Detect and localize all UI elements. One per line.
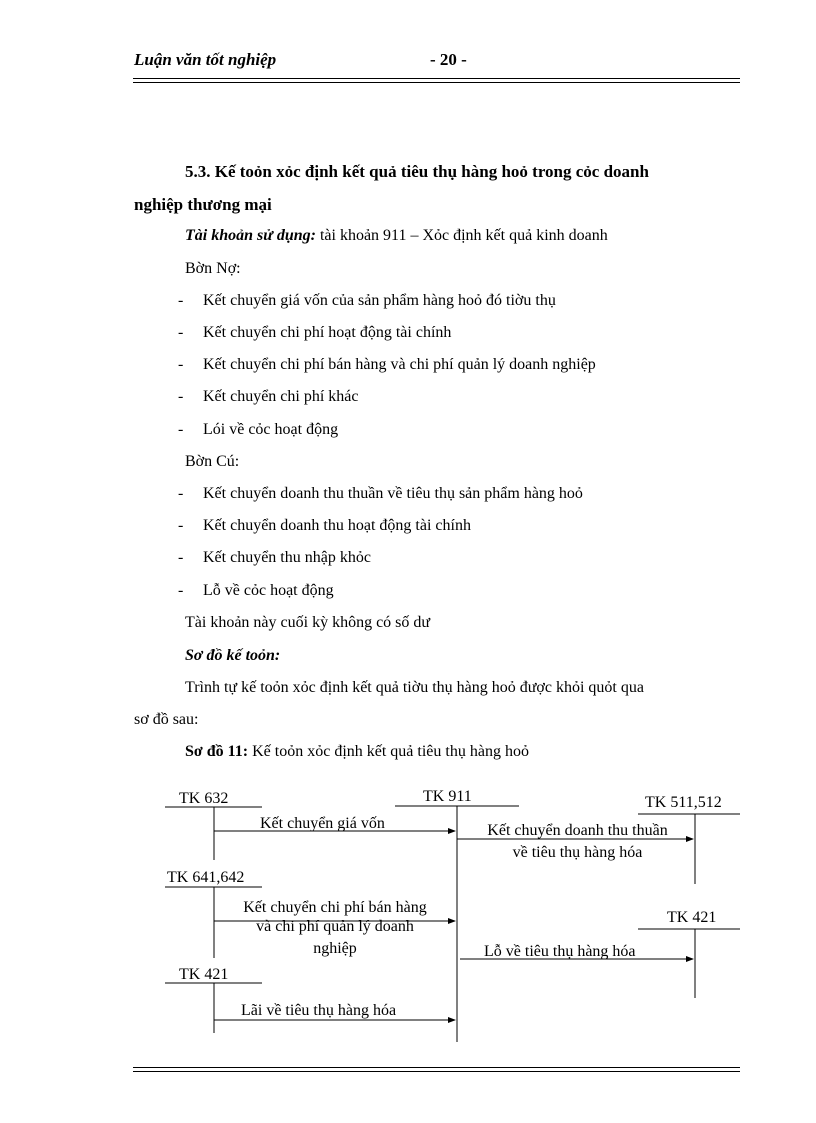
debit-item: Lói về cỏc hoạt động	[203, 421, 339, 438]
list-bullet: -	[178, 292, 184, 309]
scheme-label: Sơ đồ kế toỏn:	[185, 647, 281, 664]
list-bullet: -	[178, 324, 184, 341]
credit-item: Kết chuyển thu nhập khỏc	[203, 549, 371, 566]
arrow-chi-phi-label-2: và chi phí quản lý doanh	[256, 918, 414, 935]
credit-item: Kết chuyển doanh thu hoạt động tài chính	[203, 517, 471, 534]
section-heading: 5.3. Kế toỏn xỏc định kết quả tiêu thụ hàng hoỏ trong cỏc doanh	[185, 162, 649, 181]
section-heading-cont: nghiệp thương mại	[134, 195, 272, 214]
tk421-left-label: TK 421	[179, 966, 229, 983]
intro-line: Trình tự kế toỏn xỏc định kết quả tiờu thụ hàng hoỏ được khỏi quỏt qua	[185, 679, 644, 696]
no-balance-note: Tài khoản này cuối kỳ không có số dư	[185, 614, 431, 631]
tk421-right-label: TK 421	[667, 909, 717, 926]
arrow-chi-phi-label-1: Kết chuyển chi phí bán hàng	[243, 899, 427, 916]
arrow-lai-label: Lãi về tiêu thụ hàng hóa	[241, 1002, 397, 1019]
debit-item: Kết chuyển chi phí khác	[203, 388, 359, 405]
tk511-label: TK 511,512	[645, 794, 722, 811]
list-bullet: -	[178, 549, 184, 566]
arrow-gia-von-label: Kết chuyển giá vốn	[260, 815, 385, 832]
debit-item: Kết chuyển giá vốn của sản phẩm hàng hoỏ đó tiờu thụ	[203, 292, 556, 309]
intro-line-cont: sơ đồ sau:	[134, 711, 199, 728]
footer-rule-top	[133, 1067, 740, 1068]
footer-rule-bottom	[133, 1071, 740, 1072]
arrow-doanh-thu-label-2: về tiêu thụ hàng hóa	[512, 844, 643, 861]
tk632-label: TK 632	[179, 790, 229, 807]
document-title: Luận văn tốt nghiệp	[134, 50, 277, 69]
list-bullet: -	[178, 517, 184, 534]
arrow-lo-label: Lỗ về tiêu thụ hàng hóa	[484, 943, 636, 960]
account-label: Tài khoản sử dụng:	[185, 227, 316, 244]
list-bullet: -	[178, 485, 184, 502]
debit-item: Kết chuyển chi phí hoạt động tài chính	[203, 324, 452, 341]
tk641-label: TK 641,642	[167, 869, 245, 886]
credit-label: Bờn Cú:	[185, 453, 240, 470]
account-text: tài khoản 911 – Xỏc định kết quả kinh doanh	[315, 227, 608, 244]
list-bullet: -	[178, 388, 184, 405]
figure-title: Kế toỏn xỏc định kết quả tiêu thụ hàng hoỏ	[248, 743, 529, 760]
list-bullet: -	[178, 421, 184, 438]
list-bullet: -	[178, 582, 184, 599]
arrow-doanh-thu-label-1: Kết chuyển doanh thu thuần	[487, 822, 668, 839]
list-bullet: -	[178, 356, 184, 373]
page-number: - 20 -	[430, 50, 467, 69]
debit-label: Bờn Nợ:	[185, 260, 241, 277]
credit-item: Lỗ về cỏc hoạt động	[203, 582, 334, 599]
credit-item: Kết chuyển doanh thu thuần về tiêu thụ sản phẩm hàng hoỏ	[203, 485, 583, 502]
figure-label: Sơ đồ 11:	[185, 743, 249, 760]
tk911-label: TK 911	[423, 788, 472, 805]
debit-item: Kết chuyển chi phí bán hàng và chi phí quản lý doanh nghiệp	[203, 356, 596, 373]
arrow-chi-phi-label-3: nghiệp	[313, 940, 357, 957]
